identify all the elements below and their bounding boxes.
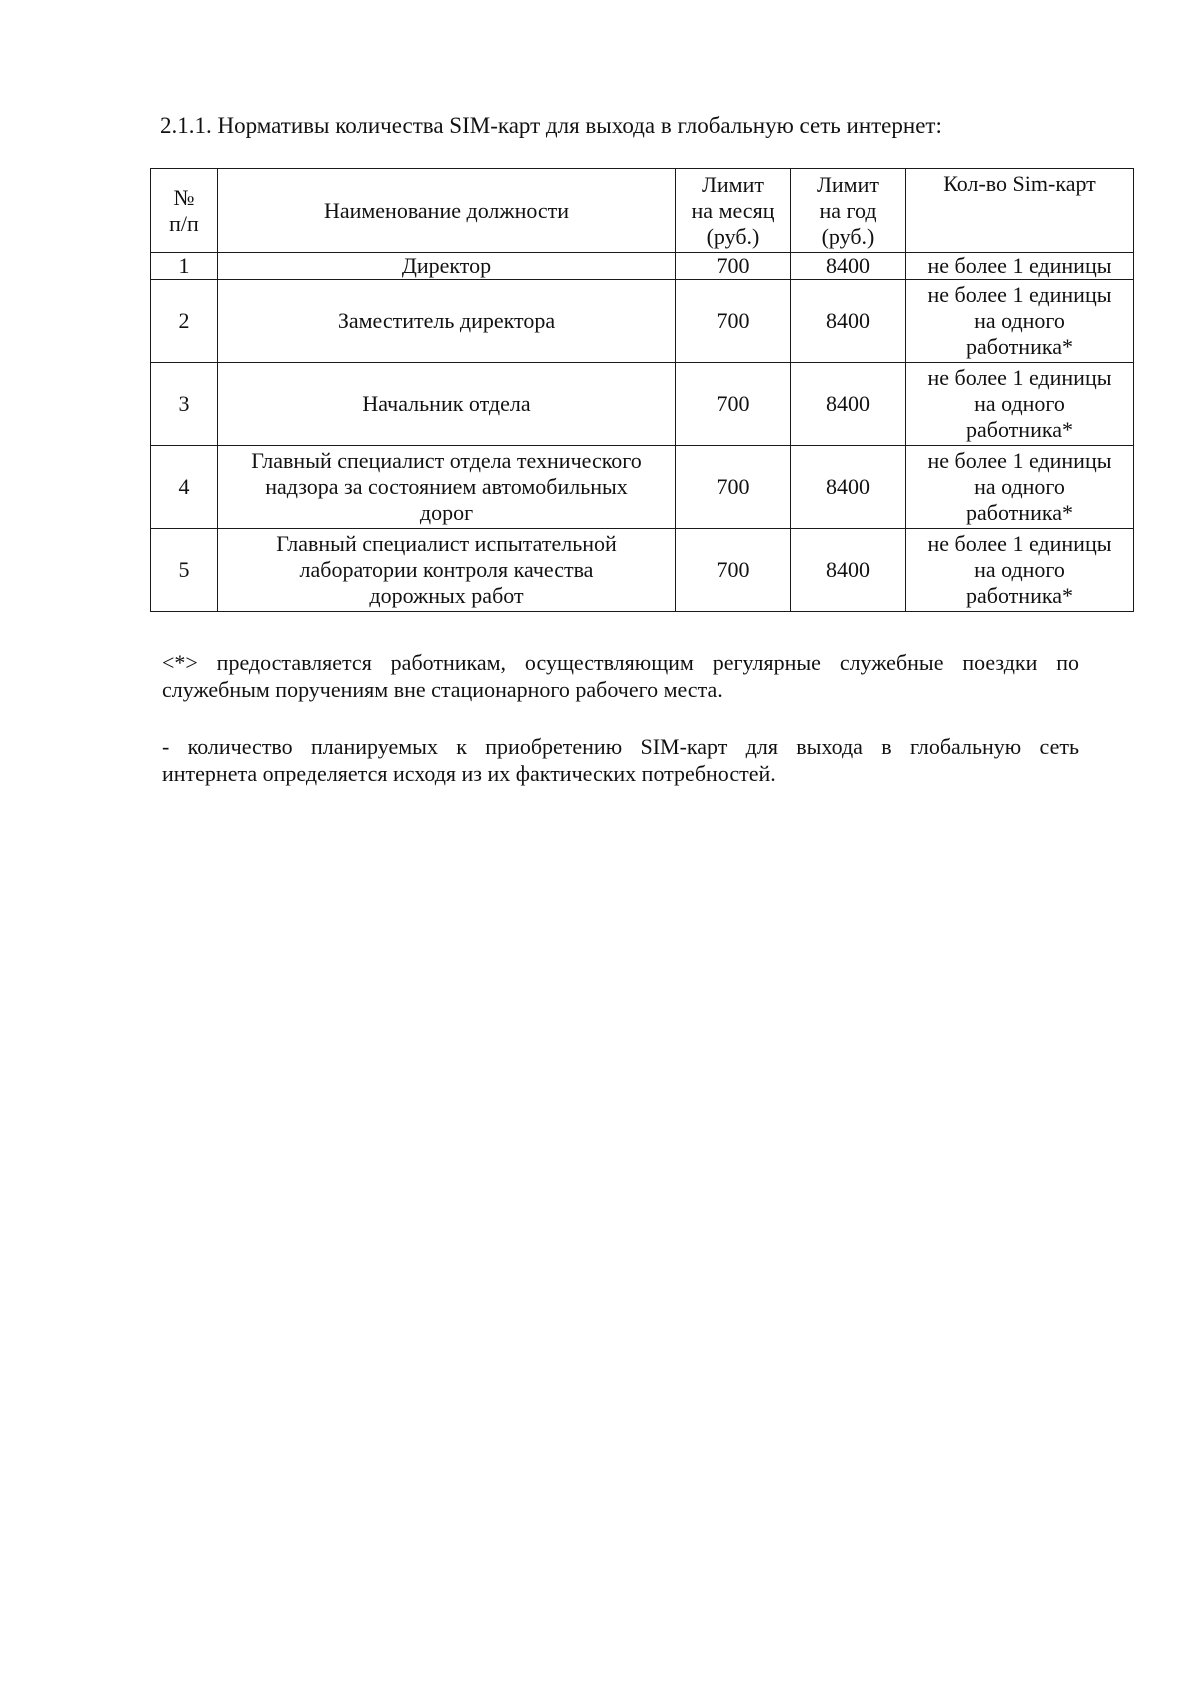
cell-position (218, 253, 676, 280)
cell-cards-line: не более 1 единицы (927, 365, 1112, 390)
cell-cards (906, 446, 1134, 529)
cell-cards-line: на одного (974, 557, 1065, 582)
cell-position-line: Директор (401, 253, 492, 278)
cell-position-line: лаборатории контроля качества (299, 557, 594, 582)
cell-number: 3 (151, 363, 218, 446)
cell-position (218, 446, 676, 529)
cell-year-limit: 8400 (791, 529, 906, 612)
footnote-paragraph (162, 649, 1079, 703)
cell-cards (906, 363, 1134, 446)
header-month-limit (676, 169, 791, 253)
cell-cards-line: работника* (966, 334, 1073, 359)
cell-month-limit: 700 (676, 253, 791, 280)
table-row (151, 446, 1134, 529)
cell-year-limit: 8400 (791, 363, 906, 446)
header-year-line1: Лимит (816, 171, 879, 197)
cell-cards (906, 253, 1134, 280)
cell-year-limit: 8400 (791, 253, 906, 280)
cell-cards (906, 529, 1134, 612)
cell-month-limit: 700 (676, 363, 791, 446)
header-month-line3: (руб.) (706, 223, 760, 249)
section-heading: 2.1.1. Нормативы количества SIM-карт для выхода в глобальную сеть интернет: (160, 113, 942, 138)
cell-position-line: дорог (419, 500, 474, 525)
cell-cards (906, 280, 1134, 363)
cell-number: 4 (151, 446, 218, 529)
table-row (151, 253, 1134, 280)
table-row (151, 280, 1134, 363)
cell-cards-line: работника* (966, 583, 1073, 608)
cell-position (218, 280, 676, 363)
cell-cards-line: на одного (974, 474, 1065, 499)
cell-cards-line: не более 1 единицы (927, 253, 1112, 278)
cell-position (218, 363, 676, 446)
header-number-line1: № (173, 184, 195, 210)
note-paragraph (162, 733, 1079, 787)
note-line: - количество планируемых к приобретению SIM-карт для выхода в глобальную сеть (162, 734, 1079, 759)
table-header-row (151, 169, 1134, 253)
cell-month-limit: 700 (676, 280, 791, 363)
cell-month-limit: 700 (676, 529, 791, 612)
header-position: Наименование должности (218, 169, 676, 253)
cell-position-line: надзора за состоянием автомобильных (265, 474, 628, 499)
cell-cards-line: не более 1 единицы (927, 531, 1112, 556)
cell-position-line: дорожных работ (369, 583, 524, 608)
header-month-line2: на месяц (691, 197, 775, 223)
header-cards: Кол-во Sim-карт (906, 169, 1134, 253)
header-year-line2: на год (819, 197, 877, 223)
cell-cards-line: не более 1 единицы (927, 448, 1112, 473)
cell-number: 5 (151, 529, 218, 612)
footnote-line: служебным поручениям вне стационарного рабочего места. (162, 677, 723, 702)
table-row (151, 529, 1134, 612)
cell-position (218, 529, 676, 612)
cell-cards-line: на одного (974, 308, 1065, 333)
cell-year-limit: 8400 (791, 446, 906, 529)
header-month-line1: Лимит (701, 171, 764, 197)
footnote-line: <*> предоставляется работникам, осуществляющим регулярные служебные поездки по (162, 650, 1079, 675)
cell-cards-line: работника* (966, 500, 1073, 525)
cell-cards-line: работника* (966, 417, 1073, 442)
cell-position-line: Начальник отдела (362, 391, 531, 416)
header-year-line3: (руб.) (821, 223, 875, 249)
cell-position-line: Главный специалист отдела технического (251, 448, 642, 473)
table-row (151, 363, 1134, 446)
cell-number: 1 (151, 253, 218, 280)
cell-month-limit: 700 (676, 446, 791, 529)
header-number (151, 169, 218, 253)
cell-year-limit: 8400 (791, 280, 906, 363)
header-number-line2: п/п (169, 210, 199, 236)
note-line: интернета определяется исходя из их фактических потребностей. (162, 761, 776, 786)
cell-cards-line: не более 1 единицы (927, 282, 1112, 307)
sim-norms-table (150, 168, 1134, 612)
cell-number: 2 (151, 280, 218, 363)
header-year-limit (791, 169, 906, 253)
cell-position-line: Главный специалист испытательной (276, 531, 617, 556)
cell-position-line: Заместитель директора (337, 308, 556, 333)
cell-cards-line: на одного (974, 391, 1065, 416)
